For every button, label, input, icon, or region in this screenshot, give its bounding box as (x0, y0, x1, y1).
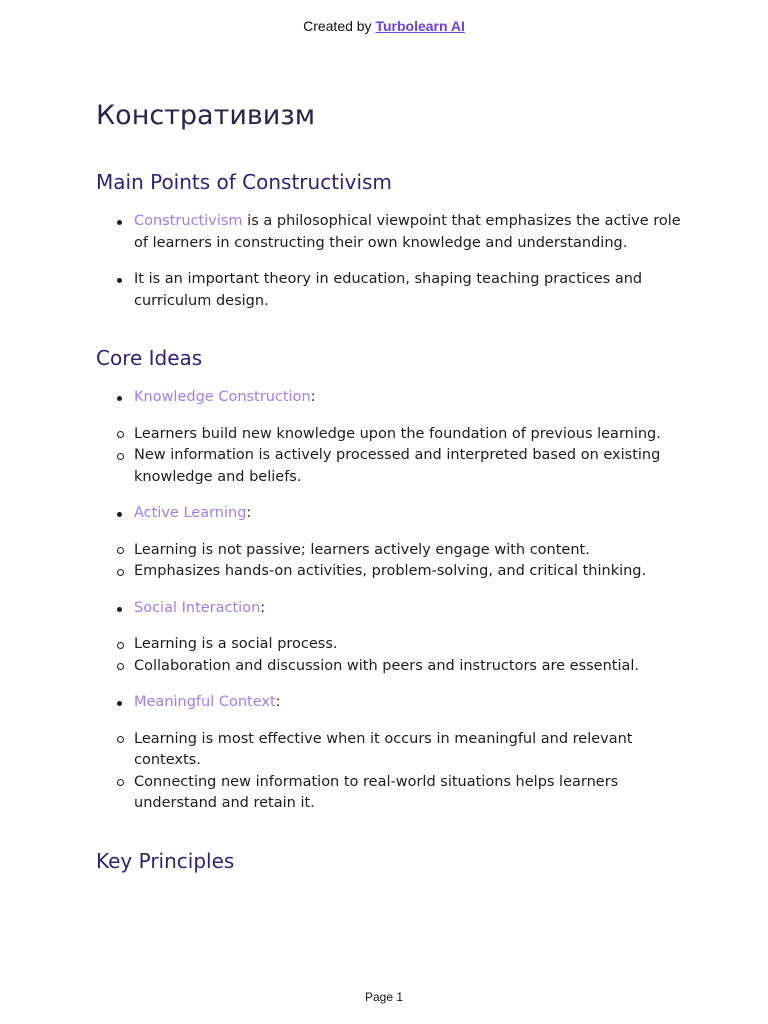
sub-list-item (96, 772, 686, 815)
core-ideas-list (96, 692, 686, 714)
page-header (0, 18, 768, 34)
bullet-icon (117, 607, 122, 612)
term-meaningful-context: Meaningful Context (134, 694, 276, 710)
core-ideas-list (96, 387, 686, 409)
section-heading-key-principles: Key Principles (96, 848, 235, 873)
circle-bullet-icon (117, 431, 124, 438)
bullet-icon (117, 512, 122, 517)
sub-list-item (96, 424, 686, 446)
sub-list-item (96, 729, 686, 772)
sub-list-item-text: Emphasizes hands-on activities, problem-solving, and critical thinking. (134, 563, 647, 579)
page-title: Констративизм (96, 100, 316, 131)
sub-list-item (96, 540, 686, 562)
term-colon: : (260, 599, 266, 616)
circle-bullet-icon (117, 569, 124, 576)
circle-bullet-icon (117, 779, 124, 786)
section-heading-core-ideas: Core Ideas (96, 346, 203, 370)
circle-bullet-icon (117, 547, 124, 554)
list-item (96, 269, 686, 312)
bullet-icon (117, 220, 122, 225)
sub-list-item (96, 445, 686, 488)
term-knowledge-construction: Knowledge Construction (134, 389, 311, 405)
list-item (96, 598, 686, 620)
sub-list-item-text: Learning is not passive; learners actively engage with content. (134, 541, 590, 558)
sub-list-item-text: Learning is most effective when it occurs in meaningful and relevant contexts. (134, 730, 633, 768)
term-social-interaction: Social Interaction (134, 599, 261, 616)
sub-list-item-text: Learners build new knowledge upon the foundation of previous learning. (134, 425, 661, 442)
page-number: Page 1 (364, 990, 404, 1004)
sub-list-item-text: Collaboration and discussion with peers and instructors are essential. (134, 657, 640, 674)
circle-bullet-icon (117, 663, 124, 670)
list-item (96, 211, 686, 254)
list-item (96, 387, 686, 409)
core-ideas-list (96, 598, 686, 620)
main-points-list (96, 211, 686, 312)
active-learning-sublist (96, 540, 686, 583)
turbolearn-link[interactable]: Turbolearn AI (375, 18, 465, 34)
sub-list-item-text: Learning is a social process. (134, 636, 338, 652)
core-ideas-list (96, 503, 686, 525)
term-active-learning: Active Learning (134, 505, 247, 521)
term-colon: : (310, 389, 316, 405)
sub-list-item (96, 656, 686, 678)
circle-bullet-icon (117, 453, 124, 460)
bullet-icon (117, 278, 122, 283)
sub-list-item (96, 634, 686, 656)
list-item (96, 692, 686, 714)
section-heading-main-points: Main Points of Constructivism (96, 170, 392, 194)
circle-bullet-icon (117, 642, 124, 649)
social-interaction-sublist (96, 634, 686, 677)
bullet-icon (117, 701, 122, 706)
list-item-text: It is an important theory in education, shaping teaching practices and curriculum design. (134, 271, 643, 309)
knowledge-construction-sublist (96, 424, 686, 489)
circle-bullet-icon (117, 736, 124, 743)
sub-list-item (96, 561, 686, 583)
list-item-text: is a philosophical viewpoint that emphasizes the active role of learners in constructing their own knowledge and understanding. (134, 213, 681, 251)
bullet-icon (117, 396, 122, 401)
list-item (96, 503, 686, 525)
term-colon: : (246, 505, 252, 521)
document-body (96, 98, 686, 875)
meaningful-context-sublist (96, 729, 686, 815)
term-constructivism: Constructivism (134, 213, 243, 229)
sub-list-item-text: Connecting new information to real-world situations helps learners understand and retain it. (134, 773, 619, 811)
sub-list-item-text: New information is actively processed and interpreted based on existing knowledge and beliefs. (134, 447, 661, 485)
term-colon: : (275, 694, 281, 710)
created-by-label: Created by (303, 18, 376, 34)
